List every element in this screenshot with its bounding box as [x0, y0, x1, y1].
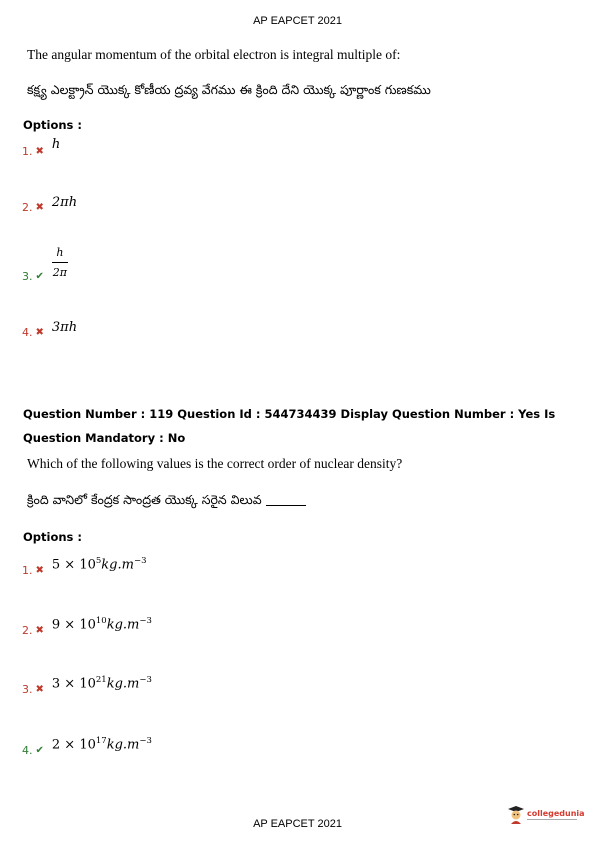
- question-2-options-label: Options :: [23, 530, 82, 544]
- value-coefficient: 5 × 10: [51, 557, 96, 573]
- question-1-text-telugu: కక్ష్య ఎలక్ట్రాన్ యొక్క కోణీయ ద్రవ్య వేగము ఈ క్రింది దేని యొక్క పూర్ణాంక గుణకము: [27, 82, 431, 97]
- option-value: [52, 736, 152, 752]
- question-2-option-2: [22, 616, 152, 638]
- value-coefficient: 2 × 10: [51, 737, 96, 753]
- cross-icon: ✖: [35, 684, 44, 696]
- value-exponent: 5: [95, 556, 102, 566]
- question-2-text-telugu: క్రింది వానిలో కేంద్రక సాంద్రత యొక్క సరైన విలువ: [27, 492, 262, 507]
- option-number-text: 1.: [22, 145, 33, 158]
- option-number: [22, 744, 44, 757]
- page-footer: AP EAPCET 2021: [253, 818, 342, 830]
- value-unit: kg.m: [101, 557, 134, 573]
- value-unit: kg.m: [106, 617, 140, 633]
- cross-icon: ✖: [35, 327, 44, 338]
- answer-blank: [266, 505, 306, 506]
- option-number: [22, 683, 44, 696]
- value-unit: kg.m: [106, 737, 140, 753]
- graduate-mascot-icon: [508, 806, 524, 824]
- check-icon: ✔: [35, 745, 44, 757]
- option-number-text: 4.: [22, 326, 33, 339]
- question-1-option-3: [22, 246, 68, 283]
- option-number-text: 4.: [22, 744, 33, 758]
- option-number: [22, 326, 44, 339]
- cross-icon: ✖: [35, 565, 44, 577]
- cross-icon: ✖: [35, 625, 44, 637]
- unit-exponent: −3: [139, 616, 152, 626]
- question-2-option-1: [22, 556, 147, 578]
- check-icon: ✔: [35, 271, 44, 282]
- question-2-option-4: [22, 736, 152, 758]
- option-number: [22, 624, 44, 637]
- question-2-meta: Question Number : 119 Question Id : 544734439 Display Question Number : Yes Is Question Mandatory : No: [23, 407, 556, 445]
- tagline-line-icon: [527, 818, 577, 821]
- question-2-text-telugu-line: [27, 492, 306, 511]
- value-unit: kg.m: [106, 676, 140, 692]
- question-2-option-3: [22, 675, 152, 697]
- unit-exponent: −3: [139, 675, 152, 685]
- unit-exponent: −3: [133, 556, 147, 566]
- option-value: 2πh: [51, 195, 78, 210]
- logo-tagline: [527, 818, 585, 822]
- question-2-text-english: Which of the following values is the correct order of nuclear density?: [27, 456, 403, 471]
- option-number: [22, 145, 44, 158]
- collegedunia-logo: [508, 806, 585, 824]
- question-1-options-label: Options :: [23, 118, 82, 132]
- fraction-numerator: h: [56, 246, 64, 259]
- question-1-option-2: [22, 195, 78, 214]
- option-fraction: [52, 246, 68, 279]
- option-number-text: 2.: [22, 624, 33, 638]
- page-header: AP EAPCET 2021: [253, 15, 342, 27]
- question-1-option-1: [22, 137, 61, 158]
- unit-exponent: −3: [139, 736, 152, 746]
- option-number-text: 2.: [22, 201, 33, 214]
- cross-icon: ✖: [35, 202, 44, 213]
- option-value: [52, 675, 152, 691]
- option-number: [22, 270, 44, 283]
- question-1-option-4: [22, 320, 78, 339]
- option-number: [22, 201, 44, 214]
- value-coefficient: 9 × 10: [51, 617, 96, 633]
- value-exponent: 21: [95, 675, 107, 685]
- question-1-text-english: The angular momentum of the orbital electron is integral multiple of:: [27, 47, 401, 62]
- option-number-text: 3.: [22, 270, 33, 283]
- option-value: h: [51, 137, 61, 152]
- value-exponent: 10: [95, 616, 107, 626]
- logo-name: collegedunia: [527, 808, 585, 818]
- cross-icon: ✖: [35, 146, 44, 157]
- option-number-text: 1.: [22, 564, 33, 578]
- fraction-bar: [52, 262, 68, 263]
- option-value: [52, 556, 147, 572]
- option-number-text: 3.: [22, 683, 33, 697]
- option-number: [22, 564, 44, 577]
- fraction-denominator: 2π: [52, 266, 67, 279]
- value-coefficient: 3 × 10: [51, 676, 96, 692]
- value-exponent: 17: [95, 736, 107, 746]
- option-value: 3πh: [51, 320, 78, 335]
- option-value: [52, 616, 152, 632]
